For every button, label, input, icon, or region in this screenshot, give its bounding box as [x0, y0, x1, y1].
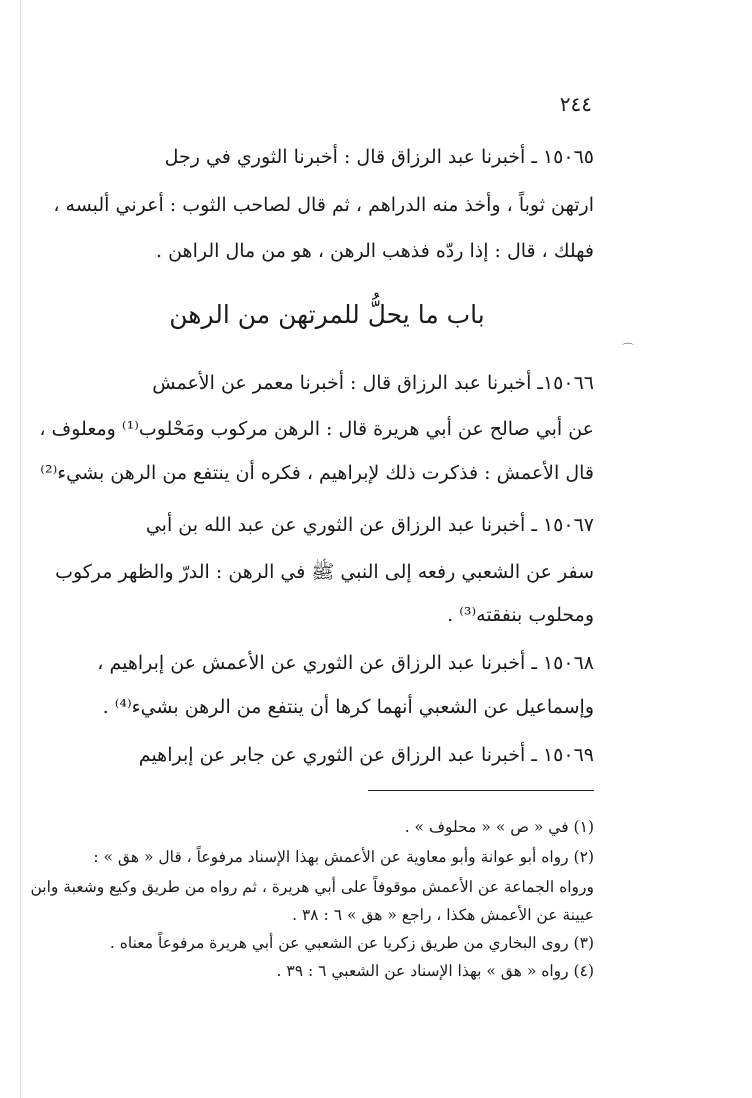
chapter-heading: باب ما يحلُّ للمرتهن من الرهن: [169, 300, 485, 329]
entry-15065-line-1: ١٥٠٦٥ ـ أخبرنا عبد الرزاق قال : أخبرنا الثوري في رجل: [164, 146, 594, 168]
footnote-2-line-1: (٢) رواه أبو عوانة وأبو معاوية عن الأعمش بهذا الإسناد مرفوعاً ، قال « هق » :: [93, 848, 594, 866]
footnote-3: (٣) روى البخاري من طريق زكريا عن الشعبي عن أبي هريرة مرفوعاً معناه .: [109, 934, 594, 952]
footnote-1: (١) في « ص » « محلوف » .: [404, 818, 594, 836]
entry-15065-line-3: فهلك ، قال : إذا ردّه فذهب الرهن ، هو من مال الراهن .: [156, 240, 594, 262]
entry-15067-line-3: ومحلوب بنفقته⁽³⁾ .: [447, 604, 594, 626]
entry-15068-line-2: وإسماعيل عن الشعبي أنهما كرها أن ينتفع من الرهن بشيء⁽⁴⁾ .: [102, 696, 594, 718]
entry-15069-line-1: ١٥٠٦٩ ـ أخبرنا عبد الرزاق عن الثوري عن جابر عن إبراهيم: [138, 744, 594, 766]
page-edge-line: [20, 0, 21, 1098]
entry-15065-line-2: ارتهن ثوباً ، وأخذ منه الدراهم ، ثم قال لصاحب الثوب : أعرني ألبسه ،: [53, 194, 594, 216]
entry-15067-line-1: ١٥٠٦٧ ـ أخبرنا عبد الرزاق عن الثوري عن عبد الله بن أبي: [145, 514, 594, 536]
decorative-flourish: ⌒: [622, 342, 635, 356]
footnote-separator: [368, 790, 594, 791]
entry-15066-line-3: قال الأعمش : فذكرت ذلك لإبراهيم ، فكره أن ينتفع من الرهن بشيء⁽²⁾: [40, 462, 594, 484]
entry-15067-line-2: سفر عن الشعبي رفعه إلى النبي ﷺ في الرهن : الدرّ والظهر مركوب: [55, 561, 594, 583]
entry-15066-line-2: عن أبي صالح عن أبي هريرة قال : الرهن مركوب ومَحْلوب⁽¹⁾ ومعلوف ،: [39, 418, 594, 440]
footnote-2-line-3: عيينة عن الأعمش هكذا ، راجع « هق » ٦ : ٣٨ .: [292, 906, 594, 924]
entry-15068-line-1: ١٥٠٦٨ ـ أخبرنا عبد الرزاق عن الثوري عن الأعمش عن إبراهيم ،: [97, 652, 594, 674]
footnote-2-line-2: ورواه الجماعة عن الأعمش موقوفاً على أبي هريرة ، ثم رواه من طريق وكيع وشعبة وابن: [30, 878, 594, 896]
page-number: ٢٤٤: [559, 92, 592, 116]
entry-15066-line-1: ١٥٠٦٦ـ أخبرنا عبد الرزاق قال : أخبرنا معمر عن الأعمش: [152, 372, 594, 394]
footnote-4: (٤) رواه « هق » بهذا الإسناد عن الشعبي ٦ : ٣٩ .: [276, 962, 594, 980]
